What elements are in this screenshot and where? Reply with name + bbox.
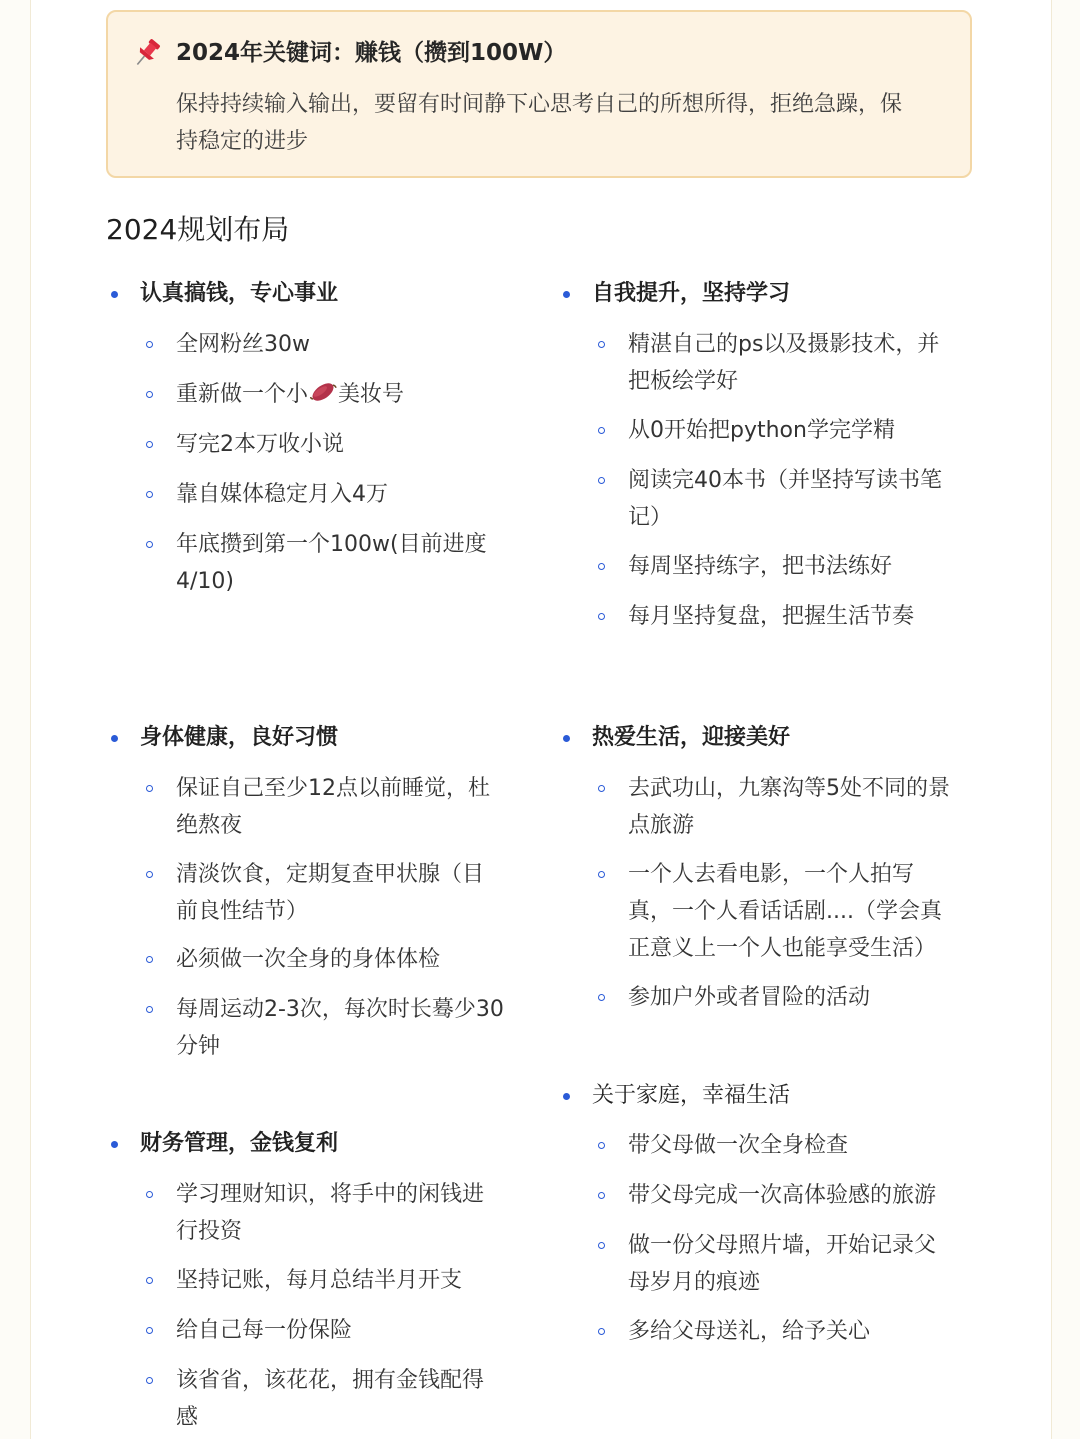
list-item (176, 526, 487, 600)
keyword-callout (106, 10, 972, 178)
list-item-text: 保证自己至少12点以前睡觉，杜 (176, 776, 490, 801)
list-item-text: 清淡饮食，定期复查甲状腺（目 (176, 862, 485, 887)
list-item-text: 每周坚持练字，把书法练好 (628, 554, 893, 579)
list-item (628, 1227, 936, 1301)
callout-title: 2024年关键词：赚钱（攒到100W） (176, 40, 567, 66)
list-item-text: 年底攒到第一个100w(目前进度 (176, 532, 487, 557)
bullet-icon (111, 291, 118, 298)
list-item (628, 462, 942, 536)
sub-bullet-icon (146, 871, 153, 878)
list-item (628, 1313, 870, 1350)
list-item (628, 770, 950, 844)
pushpin-icon (130, 36, 164, 70)
sub-bullet-icon (598, 477, 605, 484)
list-item-text: 美妆号 (338, 382, 405, 407)
sub-bullet-icon (598, 341, 605, 348)
list-item-text: 写完2本万收小说 (176, 432, 344, 457)
list-item-text: 去武功山，九寨沟等5处不同的景 (628, 776, 950, 801)
bullet-icon (563, 1093, 570, 1100)
list-item (176, 770, 490, 844)
list-item-text: 坚持记账，每月总结半月开支 (176, 1268, 463, 1293)
list-item-text: 真，一个人看话话剧....（学会真 (628, 899, 942, 924)
list-item-text: 多给父母送礼，给予关心 (628, 1319, 871, 1344)
sweet-potato-icon (309, 378, 337, 406)
list-item (628, 1177, 936, 1214)
list-item-text: 该省省，该花花，拥有金钱配得 (176, 1368, 485, 1393)
list-item-text: 阅读完40本书（并坚持写读书笔 (628, 468, 942, 493)
sub-bullet-icon (598, 1242, 605, 1249)
list-item-text: 感 (176, 1405, 199, 1430)
sub-bullet-icon (598, 871, 605, 878)
bullet-icon (111, 735, 118, 742)
list-item-text: 把板绘学好 (628, 369, 739, 394)
sub-bullet-icon (598, 1142, 605, 1149)
group-title-learning: 自我提升，坚持学习 (592, 281, 791, 306)
sub-bullet-icon (146, 1377, 153, 1384)
list-item (628, 979, 870, 1016)
list-item (176, 326, 310, 363)
sub-bullet-icon (146, 785, 153, 792)
list-item-text: 做一份父母照片墙，开始记录父 (628, 1233, 937, 1258)
list-item (176, 856, 484, 930)
list-item-text: 带父母完成一次高体验感的旅游 (628, 1183, 937, 1208)
group-title-life: 热爱生活，迎接美好 (592, 725, 791, 750)
list-item (628, 326, 939, 400)
list-item (628, 598, 914, 635)
list-item (176, 1262, 462, 1299)
list-item (176, 476, 388, 513)
sub-bullet-icon (598, 1192, 605, 1199)
list-item-text: 参加户外或者冒险的活动 (628, 985, 871, 1010)
list-item (176, 991, 504, 1065)
list-item (176, 426, 344, 463)
list-item-text: 精湛自己的ps以及摄影技术，并 (628, 332, 940, 357)
sub-bullet-icon (146, 1006, 153, 1013)
list-item (176, 1362, 484, 1436)
list-item (176, 941, 440, 978)
list-item-text: 给自己每一份保险 (176, 1318, 353, 1343)
list-item-text: 记） (628, 505, 673, 530)
list-item (628, 1127, 848, 1164)
list-item-text: 每周运动2-3次，每次时长蓦少30 (176, 997, 504, 1022)
list-item-text: 行投资 (176, 1219, 243, 1244)
list-item-text: 正意义上一个人也能享受生活） (628, 936, 937, 961)
list-item-text: 全网粉丝30w (176, 332, 310, 357)
list-item-text: 母岁月的痕迹 (628, 1270, 761, 1295)
sub-bullet-icon (146, 1327, 153, 1334)
callout-body-line: 保持持续输入输出，要留有时间静下心思考自己的所想所得，拒绝急躁，保 (176, 92, 903, 117)
list-item-text: 从0开始把python学完学精 (628, 418, 895, 443)
list-item (176, 1312, 352, 1349)
list-item-text: 绝熬夜 (176, 813, 243, 838)
list-item-text: 每月坚持复盘，把握生活节奏 (628, 604, 915, 629)
list-item-text: 重新做一个小 (176, 382, 309, 407)
list-item-text: 一个人去看电影，一个人拍写 (628, 862, 915, 887)
list-item (628, 548, 892, 585)
list-item (628, 412, 895, 449)
section-heading: 2024规划布局 (106, 213, 290, 246)
list-item-text: 必须做一次全身的身体体检 (176, 947, 441, 972)
bullet-icon (563, 291, 570, 298)
bullet-icon (563, 735, 570, 742)
callout-body (176, 86, 956, 160)
list-item (176, 376, 404, 413)
sub-bullet-icon (146, 441, 153, 448)
group-title-health: 身体健康，良好习惯 (140, 725, 339, 750)
list-item-text: 分钟 (176, 1034, 221, 1059)
list-item (628, 856, 942, 967)
sub-bullet-icon (146, 541, 153, 548)
list-item-text: 前良性结节） (176, 899, 309, 924)
callout-body-line: 持稳定的进步 (176, 129, 309, 154)
sub-bullet-icon (146, 391, 153, 398)
sub-bullet-icon (598, 1328, 605, 1335)
list-item (176, 1176, 484, 1250)
group-title-family: 关于家庭，幸福生活 (592, 1083, 791, 1108)
list-item-text: 靠自媒体稳定月入4万 (176, 482, 388, 507)
list-item-text: 4/10) (176, 569, 234, 594)
sub-bullet-icon (598, 785, 605, 792)
sub-bullet-icon (146, 956, 153, 963)
sub-bullet-icon (598, 613, 605, 620)
list-item-text: 学习理财知识，将手中的闲钱进 (176, 1182, 485, 1207)
group-title-career: 认真搞钱，专心事业 (140, 281, 339, 306)
bullet-icon (111, 1141, 118, 1148)
sub-bullet-icon (598, 427, 605, 434)
sub-bullet-icon (146, 1277, 153, 1284)
group-title-finance: 财务管理，金钱复利 (140, 1131, 339, 1156)
list-item-text: 带父母做一次全身检查 (628, 1133, 849, 1158)
sub-bullet-icon (146, 491, 153, 498)
sub-bullet-icon (598, 563, 605, 570)
list-item-text: 点旅游 (628, 813, 695, 838)
sub-bullet-icon (598, 994, 605, 1001)
sub-bullet-icon (146, 1191, 153, 1198)
sub-bullet-icon (146, 341, 153, 348)
